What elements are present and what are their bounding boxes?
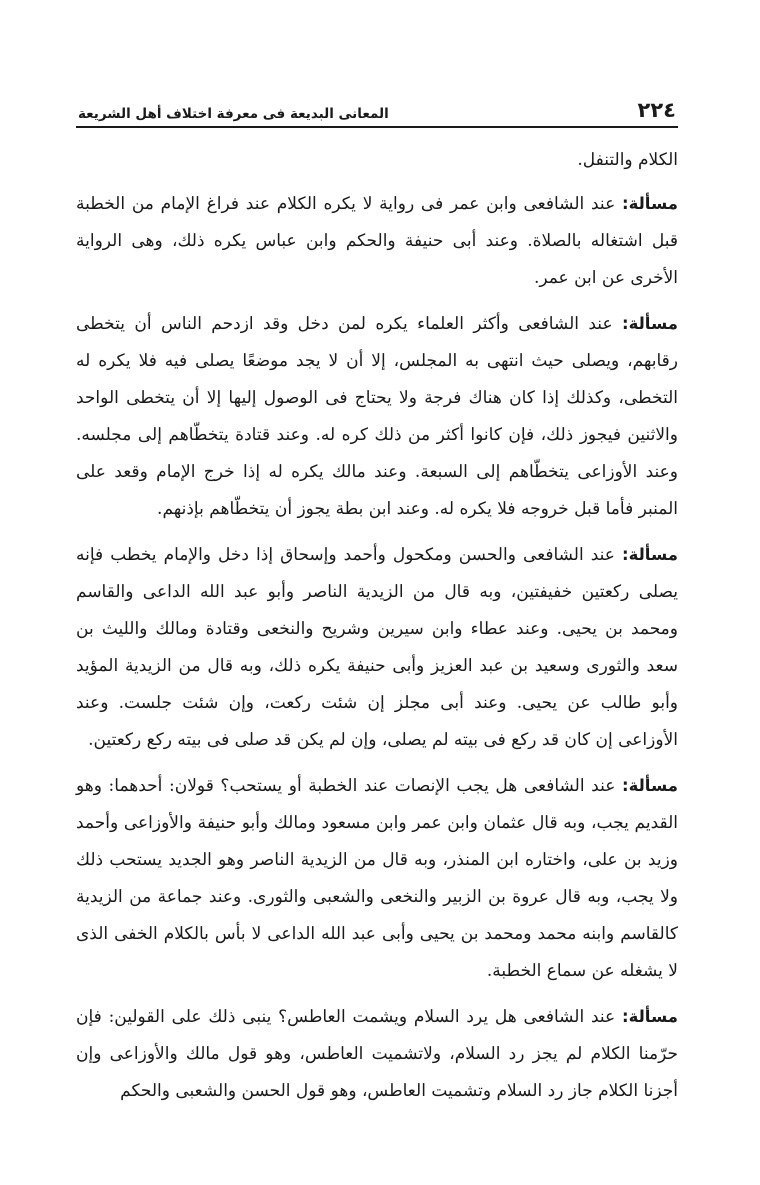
- paragraph-lead: مسألة:: [622, 314, 679, 333]
- running-title: المعانى البديعة فى معرفة اختلاف أهل الشريعة: [78, 106, 389, 122]
- paragraph-lead: مسألة:: [621, 545, 678, 564]
- paragraph-text: عند الشافعى وابن عمر فى رواية لا يكره الكلام عند فراغ الإمام من الخطبة قبل اشتغاله بالصلاة. وعند أبى حنيفة والحكم وابن عباس يكره ذلك، وهى الرواية الأخرى عن ابن عمر.: [76, 194, 678, 288]
- paragraph-masala-3: [76, 536, 678, 759]
- page-number: ٢٢٤: [637, 98, 676, 122]
- paragraph-masala-1: [76, 185, 678, 297]
- paragraph-text: عند الشافعى هل يرد السلام ويشمت العاطس؟ ينبى ذلك على القولين: فإن حرّمنا الكلام لم يجز رد السلام، ولاتشميت العاطس، وهو قول مالك والأوزاعى وإن أجزنا الكلام جاز رد السلام وتشميت العاطس، وهو قول الحسن والشعبى والحكم: [76, 1007, 678, 1101]
- page-header: [76, 92, 678, 128]
- paragraph-text: عند الشافعى هل يجب الإنصات عند الخطبة أو يستحب؟ قولان: أحدهما: وهو القديم يجب، وبه قال عثمان وابن عمر وابن مسعود ومالك وأبو حنيفة والأوزاعى وأحمد وزيد بن على، واختاره ابن المنذر، وبه قال من الزيدية الناصر وهو الجديد يستحب ذلك ولا يجب، وبه قال عروة بن الزبير والنخعى والشعبى والثورى. وعند جماعة من الزيدية كالقاسم وابنه محمد ومحمد بن يحيى وأبى عبد الله الداعى لا بأس بالكلام الخفى الذى لا يشغله عن سماع الخطبة.: [76, 776, 678, 981]
- intro-line: الكلام والتنفل.: [577, 150, 678, 170]
- paragraph-lead: مسألة:: [621, 776, 678, 795]
- paragraph-lead: مسألة:: [622, 194, 679, 213]
- paragraph-masala-2: [76, 305, 678, 528]
- page-body: [76, 142, 678, 1110]
- paragraph-masala-5: [76, 998, 678, 1110]
- paragraph-masala-4: [76, 767, 678, 990]
- paragraph-lead: مسألة:: [622, 1007, 679, 1026]
- paragraph-text: عند الشافعى والحسن ومكحول وأحمد وإسحاق إذا دخل والإمام يخطب فإنه يصلى ركعتين خفيفتين، وبه قال من الزيدية الناصر وأبو عبد الله الداعى والقاسم ومحمد بن يحيى. وعند عطاء وابن سيرين وشريح والنخعى وقتادة ومالك والليث بن سعد والثورى وسعيد بن عبد العزيز وأبى حنيفة يكره ذلك، وبه قال من الزيدية المؤيد وأبو طالب عن يحيى. وعند أبى مجلز إن شئت ركعت، وإن شئت جلست. وعند الأوزاعى إن كان قد ركع فى بيته لم يصلى، وإن لم يكن قد صلى فى بيته ركع ركعتين.: [76, 545, 678, 750]
- paragraph-text: عند الشافعى وأكثر العلماء يكره لمن دخل وقد ازدحم الناس أن يتخطى رقابهم، ويصلى حيث انتهى به المجلس، إلا أن لا يجد موضعًا يصلى فيه فلا يكره له التخطى، وكذلك إذا كان هناك فرجة ولا يحتاج فى الوصول إليها إلا أن يتخطى الواحد والاثنين فيجوز ذلك، فإن كانوا أكثر من ذلك كره له. وعند قتادة يتخطّاهم إلى مجلسه. وعند الأوزاعى يتخطّاهم إلى السبعة. وعند مالك يكره له إذا خرج الإمام وقعد على المنبر فأما قبل خروجه فلا يكره له. وعند ابن بطة يجوز أن يتخطّاهم بإذنهم.: [76, 314, 678, 519]
